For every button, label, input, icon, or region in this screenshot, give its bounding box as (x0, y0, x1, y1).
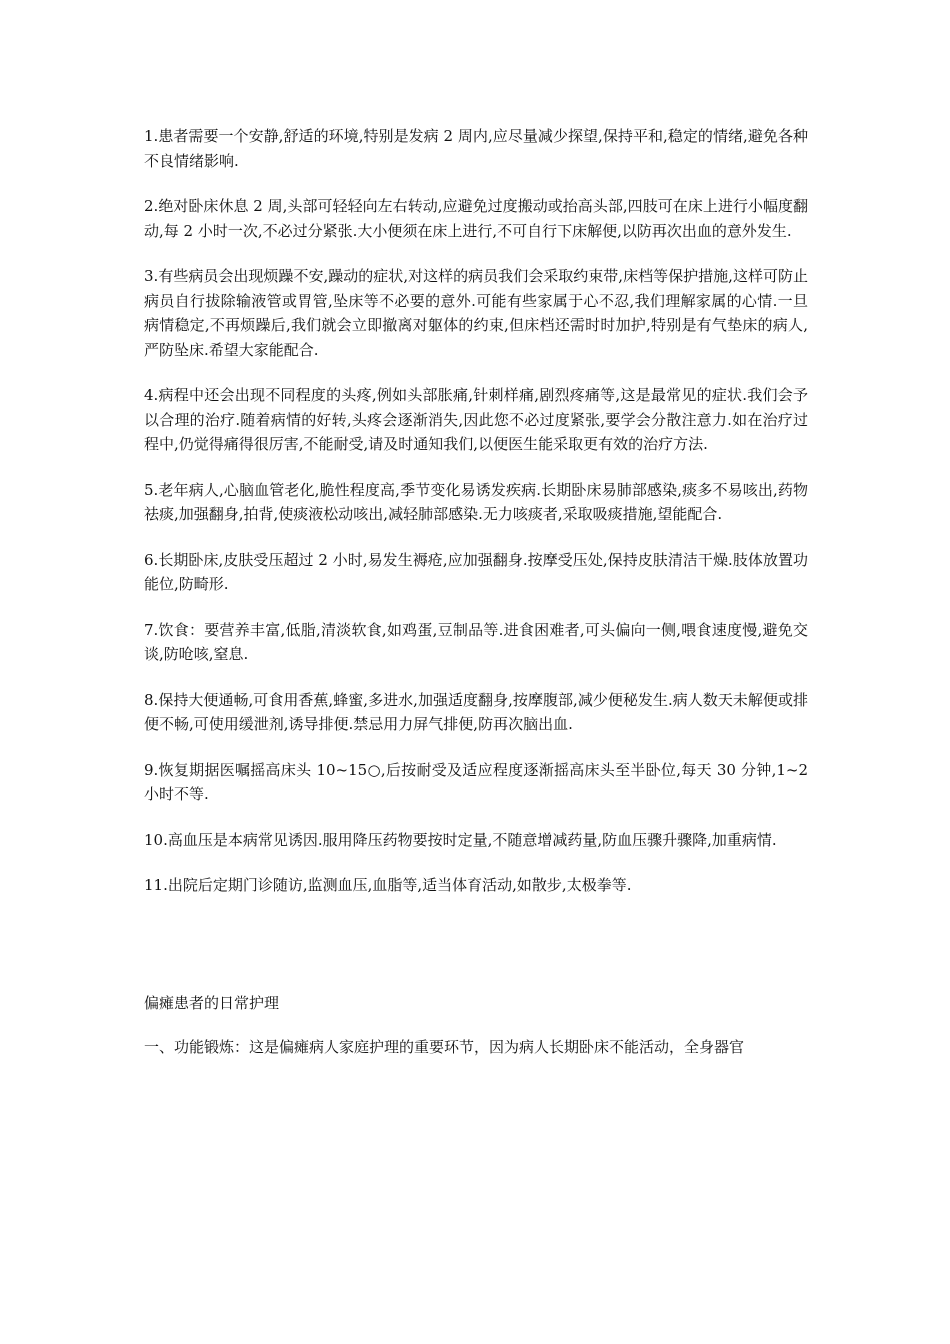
paragraph-5: 5.老年病人,心脑血管老化,脆性程度高,季节变化易诱发疾病.长期卧床易肺部感染,痰多不易咳出,药物祛痰,加强翻身,拍背,使痰液松动咳出,减轻肺部感染.无力咳痰者,采取吸痰措施,望能配合. (144, 480, 808, 523)
paragraph-3: 3.有些病员会出现烦躁不安,躁动的症状,对这样的病员我们会采取约束带,床档等保护措施,这样可防止病员自行拔除输液管或胃管,坠床等不必要的意外.可能有些家属于心不忍,我们理解家属的心情.一旦病情稳定,不再烦躁后,我们就会立即撤离对躯体的约束,但床档还需时时加护,特别是有气垫床的病人,严防坠床.希望大家能配合. (144, 267, 808, 359)
blank-space (144, 919, 808, 991)
paragraph-9: 9.恢复期据医嘱摇高床头 10~15○,后按耐受及适应程度逐渐摇高床头至半卧位,每天 30 分钟,1~2 小时不等. (144, 760, 808, 803)
paragraph-6: 6.长期卧床,皮肤受压超过 2 小时,易发生褥疮,应加强翻身.按摩受压处,保持皮肤清洁干燥.肢体放置功能位,防畸形. (144, 550, 808, 593)
paragraph-4: 4.病程中还会出现不同程度的头疼,例如头部胀痛,针刺样痛,剧烈疼痛等,这是最常见的症状.我们会予以合理的治疗.随着病情的好转,头疼会逐渐消失,因此您不必过度紧张,要学会分散注意力.如在治疗过程中,仍觉得痛得很厉害,不能耐受,请及时通知我们,以便医生能采取更有效的治疗方法. (144, 386, 808, 453)
section-heading: 偏瘫患者的日常护理 (144, 993, 280, 1012)
paragraph-2: 2.绝对卧床休息 2 周,头部可轻轻向左右转动,应避免过度搬动或抬高头部,四肢可在床上进行小幅度翻动,每 2 小时一次,不必过分紧张.大小便须在床上进行,不可自行下床解便,以防再次出血的意外发生. (144, 197, 808, 240)
paragraph-11: 11.出院后定期门诊随访,监测血压,血脂等,适当体育活动,如散步,太极拳等. (144, 876, 632, 894)
paragraph-7: 7.饮食：要营养丰富,低脂,清淡软食,如鸡蛋,豆制品等.进食困难者,可头偏向一侧,喂食速度慢,避免交谈,防呛咳,窒息. (144, 620, 808, 663)
paragraph-8: 8.保持大便通畅,可食用香蕉,蜂蜜,多进水,加强适度翻身,按摩腹部,减少便秘发生.病人数天未解便或排便不畅,可使用缓泄剂,诱导排便.禁忌用力屏气排便,防再次脑出血. (144, 690, 808, 733)
paragraph-1: 1.患者需要一个安静,舒适的环境,特别是发病 2 周内,应尽量减少探望,保持平和,稳定的情绪,避免各种不良情绪影响. (144, 127, 808, 170)
document-body (144, 124, 808, 1060)
section-first-line: 一、功能锻炼：这是偏瘫病人家庭护理的重要环节，因为病人长期卧床不能活动，全身器官 (144, 1038, 745, 1056)
paragraph-10: 10.高血压是本病常见诱因.服用降压药物要按时定量,不随意增减药量,防血压骤升骤降,加重病情. (144, 830, 777, 849)
